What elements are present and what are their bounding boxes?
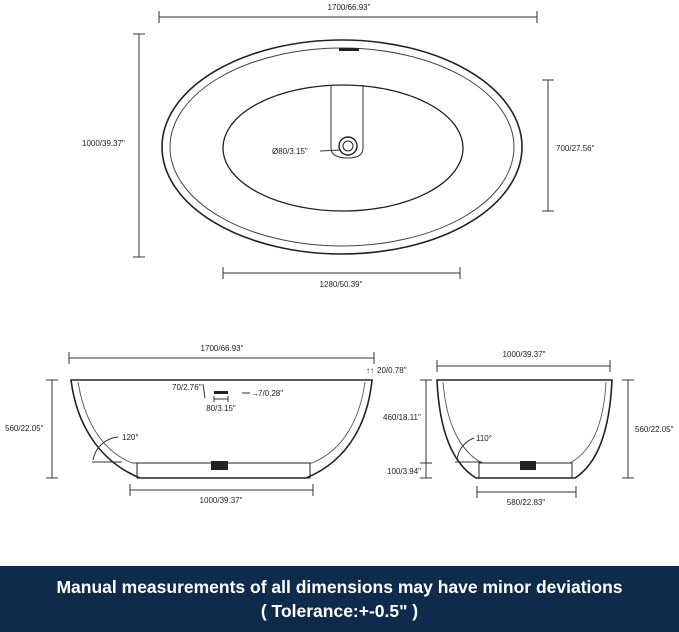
- rim-label: 20/0.78": [377, 366, 407, 375]
- end-view: [383, 350, 674, 507]
- side-length-label: 1700/66.93": [200, 344, 244, 353]
- side-base-label: 1000/39.37": [199, 496, 243, 505]
- overflow-width-label: 80/3.15": [206, 404, 236, 413]
- overflow-slot: [339, 48, 359, 51]
- overflow-offset-label: 70/2.76": [172, 383, 202, 392]
- top-length-label: 1700/66.93": [327, 3, 371, 12]
- end-angle-label: 110°: [476, 434, 492, 443]
- end-height-label: 560/22.05": [635, 425, 674, 434]
- inner-length-label: 1280/50.39": [319, 280, 363, 289]
- end-width-label: 1000/39.37": [502, 350, 546, 359]
- tolerance-banner: [0, 566, 679, 632]
- end-depth-label: 460/18.11": [383, 413, 421, 422]
- top-view: [82, 3, 595, 289]
- side-angle-label: 120°: [122, 433, 139, 442]
- end-base-height-label: 100/3.94": [387, 467, 421, 476]
- overflow-slot-side: [214, 391, 228, 394]
- drain-diameter-label: Ø80/3.15": [272, 147, 308, 156]
- side-height-label: 560/22.05": [5, 424, 44, 433]
- banner-line-2: ( Tolerance:+-0.5" ): [260, 601, 419, 621]
- banner-line-1: Manual measurements of all dimensions may have minor deviations: [56, 577, 623, 597]
- side-view: [5, 344, 407, 505]
- rim-arrow: ↑↑: [366, 366, 374, 375]
- top-width-label: 1000/39.37": [82, 139, 125, 148]
- inner-width-label: 700/27.56": [556, 144, 595, 153]
- end-drain-block: [520, 461, 536, 470]
- overflow-slot-value: 7/0.28": [258, 389, 284, 398]
- end-base-label: 580/22.83": [506, 498, 546, 507]
- side-drain-block: [211, 461, 228, 470]
- overflow-slot-label: →: [251, 389, 259, 398]
